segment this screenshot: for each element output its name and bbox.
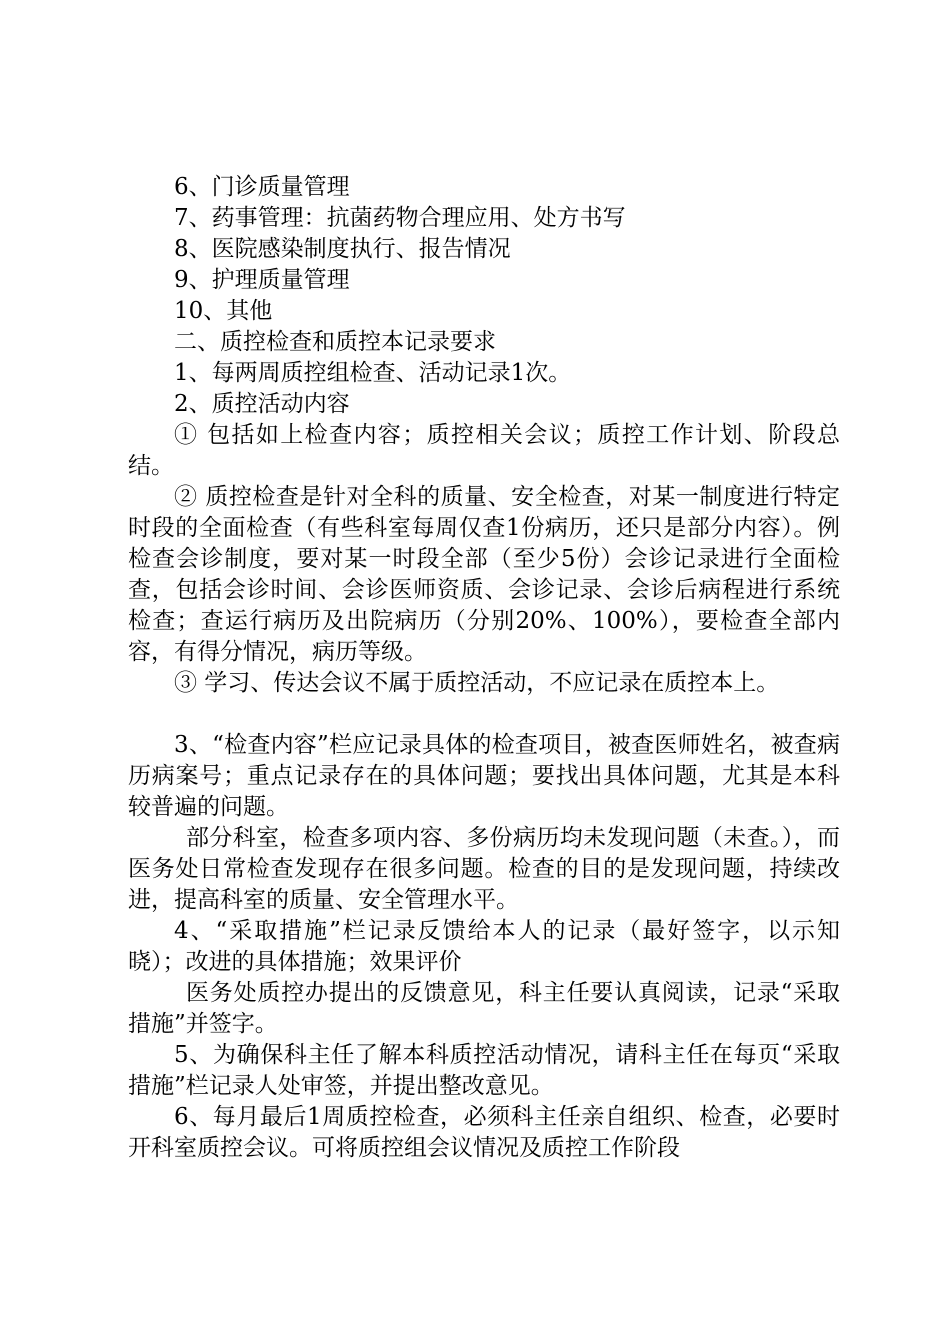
document-body: [128, 172, 840, 1164]
paragraph-req-1: 1、每两周质控组检查、活动记录1次。: [174, 360, 572, 386]
paragraph-req-3-note: 部分科室，检查多项内容、多份病历均未发现问题（未查。），而医务处日常检查发现存在很多问题。检查的目的是发现问题，持续改进，提高科室的质量、安全管理水平。: [128, 825, 840, 913]
paragraph-req-2: 2、质控活动内容: [174, 391, 350, 417]
paragraph-item-9: 9、护理质量管理: [174, 267, 350, 293]
paragraph-req-5: 5、为确保科主任了解本科质控活动情况，请科主任在每页“采取措施”栏记录人处审签，并提出整改意见。: [128, 1042, 840, 1099]
paragraph-item-7: 7、药事管理：抗菌药物合理应用、处方书写: [174, 205, 626, 231]
paragraph-req-4-note: 医务处质控办提出的反馈意见，科主任要认真阅读，记录“采取措施”并签字。: [128, 980, 840, 1037]
section-heading-2: 二、质控检查和质控本记录要求: [174, 329, 496, 355]
paragraph-req-3: 3、“检查内容”栏应记录具体的检查项目，被查医师姓名，被查病历病案号；重点记录存在的具体问题；要找出具体问题，尤其是本科较普遍的问题。: [128, 732, 840, 820]
paragraph-circle-1: ① 包括如上检查内容；质控相关会议；质控工作计划、阶段总结。: [128, 422, 840, 479]
paragraph-item-10: 10、其他: [174, 298, 273, 324]
paragraph-item-6: 6、门诊质量管理: [174, 174, 350, 200]
paragraph-req-4: 4、“采取措施”栏记录反馈给本人的记录（最好签字，以示知晓）；改进的具体措施；效果评价: [128, 918, 840, 975]
paragraph-req-6: 6、每月最后1周质控检查，必须科主任亲自组织、检查，必要时开科室质控会议。可将质控组会议情况及质控工作阶段: [128, 1104, 840, 1161]
paragraph-gap: [128, 699, 840, 730]
paragraph-circle-2: ② 质控检查是针对全科的质量、安全检查，对某一制度进行特定时段的全面检查（有些科室每周仅查1份病历，还只是部分内容）。例检查会诊制度，要对某一时段全部（至少5份）会诊记录进行全面检查，包括会诊时间、会诊医师资质、会诊记录、会诊后病程进行系统检查；查运行病历及出院病历（分别20%、100%），要检查全部内容，有得分情况，病历等级。: [128, 484, 840, 665]
paragraph-item-8: 8、医院感染制度执行、报告情况: [174, 236, 511, 262]
paragraph-circle-3: ③ 学习、传达会议不属于质控活动，不应记录在质控本上。: [174, 670, 780, 696]
